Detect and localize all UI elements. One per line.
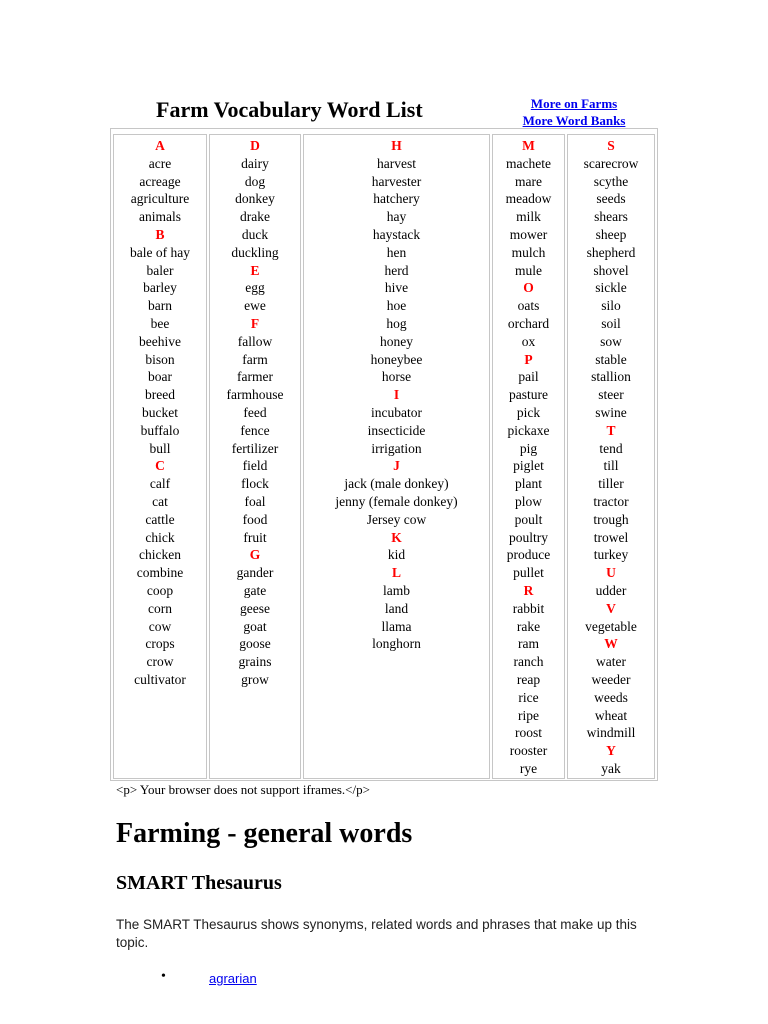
word-item: longhorn bbox=[372, 636, 421, 652]
word-item: egg bbox=[245, 280, 265, 296]
bullet-icon: • bbox=[161, 969, 166, 984]
word-item: harvest bbox=[377, 155, 416, 171]
word-item: fruit bbox=[243, 529, 267, 545]
word-item: mower bbox=[509, 226, 548, 242]
word-item: sow bbox=[600, 333, 622, 349]
word-item: buffalo bbox=[140, 422, 180, 438]
word-item: cow bbox=[148, 618, 172, 634]
related-word-link[interactable]: agrarian bbox=[209, 971, 257, 986]
thesaurus-description: The SMART Thesaurus shows synonyms, related words and phrases that make up this topic. bbox=[116, 917, 637, 950]
letter-heading: F bbox=[250, 315, 260, 331]
word-item: tend bbox=[599, 440, 623, 456]
word-item: gander bbox=[236, 565, 274, 581]
word-item: cultivator bbox=[134, 671, 186, 687]
word-item: grow bbox=[241, 671, 269, 687]
word-item: soil bbox=[601, 315, 621, 331]
word-item: hog bbox=[386, 315, 407, 331]
word-item: donkey bbox=[235, 191, 275, 207]
word-item: pick bbox=[516, 404, 541, 420]
word-item: shovel bbox=[593, 262, 629, 278]
word-item: llama bbox=[381, 618, 412, 634]
word-item: chicken bbox=[139, 547, 181, 563]
section-title: Farming - general words bbox=[116, 818, 413, 849]
word-item: pail bbox=[518, 369, 539, 385]
letter-heading: K bbox=[391, 529, 402, 545]
word-item: jenny (female donkey) bbox=[335, 493, 458, 509]
word-item: oats bbox=[517, 298, 540, 314]
word-item: dairy bbox=[241, 155, 269, 171]
word-item: bison bbox=[145, 351, 175, 367]
letter-heading: H bbox=[391, 138, 402, 153]
letter-heading: D bbox=[250, 138, 260, 153]
word-item: horse bbox=[381, 369, 412, 385]
word-item: roost bbox=[515, 725, 542, 741]
word-item: baler bbox=[146, 262, 174, 278]
word-item: jack (male donkey) bbox=[344, 476, 449, 492]
word-item: rye bbox=[519, 760, 538, 776]
word-item: vegetable bbox=[585, 618, 637, 634]
word-item: dog bbox=[244, 173, 266, 189]
word-item: machete bbox=[506, 155, 551, 171]
word-item: fertilizer bbox=[231, 440, 279, 456]
word-item: meadow bbox=[505, 191, 552, 207]
word-item: hay bbox=[386, 209, 407, 225]
word-item: crops bbox=[145, 636, 175, 652]
word-item: ram bbox=[518, 636, 539, 652]
word-item: coop bbox=[146, 582, 174, 598]
word-item: hoe bbox=[386, 298, 407, 314]
word-item: goose bbox=[239, 636, 271, 652]
word-item: feed bbox=[243, 404, 267, 420]
letter-heading: W bbox=[604, 636, 618, 652]
word-item: produce bbox=[506, 547, 551, 563]
letter-heading: C bbox=[155, 458, 165, 474]
word-item: geese bbox=[240, 600, 270, 616]
word-item: sheep bbox=[595, 226, 627, 242]
word-item: pullet bbox=[513, 565, 544, 581]
word-item: trough bbox=[593, 511, 629, 527]
word-item: harvester bbox=[371, 173, 422, 189]
letter-heading: B bbox=[155, 226, 165, 242]
word-item: farmer bbox=[237, 369, 273, 385]
word-item: Jersey cow bbox=[366, 511, 427, 527]
word-item: bee bbox=[150, 315, 170, 331]
word-item: hive bbox=[384, 280, 409, 296]
letter-heading: O bbox=[523, 280, 534, 296]
word-list-table bbox=[110, 128, 658, 781]
word-item: insecticide bbox=[367, 422, 426, 438]
letter-heading: J bbox=[393, 458, 400, 474]
letter-heading: S bbox=[607, 138, 615, 153]
word-item: grains bbox=[238, 654, 272, 670]
word-column-m-r bbox=[492, 134, 565, 779]
word-item: bucket bbox=[142, 404, 178, 420]
letter-heading: G bbox=[249, 547, 261, 563]
word-item: kid bbox=[387, 547, 406, 563]
word-item: turkey bbox=[593, 547, 629, 563]
word-item: land bbox=[384, 600, 409, 616]
page-title: Farm Vocabulary Word List bbox=[156, 97, 423, 122]
word-item: weeder bbox=[591, 671, 631, 687]
word-item: acreage bbox=[139, 173, 181, 189]
word-item: haystack bbox=[372, 226, 421, 242]
word-column-s-y bbox=[567, 134, 655, 779]
letter-heading: M bbox=[522, 138, 535, 153]
word-item: goat bbox=[243, 618, 267, 634]
word-item: hen bbox=[386, 244, 407, 260]
word-item: mulch bbox=[511, 244, 546, 260]
word-item: drake bbox=[240, 209, 270, 225]
more-word-banks-link[interactable]: More Word Banks bbox=[522, 113, 626, 128]
word-item: scarecrow bbox=[583, 155, 639, 171]
word-item: rake bbox=[516, 618, 541, 634]
word-item: barn bbox=[148, 298, 172, 314]
word-item: crow bbox=[146, 654, 174, 670]
letter-heading: Y bbox=[606, 743, 616, 759]
word-item: flock bbox=[241, 476, 269, 492]
letter-heading: A bbox=[155, 138, 165, 153]
word-item: pasture bbox=[509, 387, 548, 403]
word-column-a-c bbox=[113, 134, 207, 779]
word-item: udder bbox=[595, 582, 627, 598]
word-item: honey bbox=[380, 333, 413, 349]
word-item: swine bbox=[595, 404, 627, 420]
word-item: calf bbox=[149, 476, 171, 492]
word-item: sickle bbox=[595, 280, 627, 296]
word-item: stable bbox=[595, 351, 627, 367]
word-item: bull bbox=[149, 440, 171, 456]
word-item: orchard bbox=[507, 315, 550, 331]
word-item: milk bbox=[516, 209, 541, 225]
word-item: foal bbox=[244, 493, 266, 509]
word-item: steer bbox=[598, 387, 624, 403]
word-item: poult bbox=[514, 511, 543, 527]
iframe-fallback-text: <p> Your browser does not support iframes.</p> bbox=[116, 782, 370, 797]
letter-heading: P bbox=[524, 351, 533, 367]
word-item: farmhouse bbox=[226, 387, 284, 403]
word-item: fence bbox=[240, 422, 270, 438]
letter-heading: R bbox=[523, 582, 534, 598]
word-item: boar bbox=[148, 369, 172, 385]
word-item: combine bbox=[136, 565, 184, 581]
word-item: fallow bbox=[237, 333, 273, 349]
word-item: animals bbox=[139, 209, 181, 225]
word-item: ewe bbox=[244, 298, 266, 314]
word-item: plant bbox=[515, 476, 542, 492]
word-item: hatchery bbox=[373, 191, 420, 207]
word-item: duckling bbox=[231, 244, 279, 260]
word-item: poultry bbox=[509, 529, 548, 545]
word-item: agriculture bbox=[130, 191, 190, 207]
word-item: irrigation bbox=[371, 440, 422, 456]
word-item: silo bbox=[601, 298, 621, 314]
subsection-title: SMART Thesaurus bbox=[116, 872, 282, 894]
word-item: piglet bbox=[513, 458, 544, 474]
word-item: acre bbox=[148, 155, 172, 171]
word-item: stallion bbox=[591, 369, 631, 385]
more-on-farms-link[interactable]: More on Farms bbox=[530, 96, 618, 111]
word-item: honeybee bbox=[370, 351, 423, 367]
word-item: pickaxe bbox=[507, 422, 550, 438]
word-item: water bbox=[596, 654, 626, 670]
word-item: barley bbox=[143, 280, 177, 296]
letter-heading: V bbox=[606, 600, 616, 616]
letter-heading: U bbox=[606, 565, 616, 581]
word-item: food bbox=[242, 511, 268, 527]
word-item: tiller bbox=[598, 476, 624, 492]
word-item: ripe bbox=[518, 707, 539, 723]
word-column-h-l bbox=[303, 134, 490, 779]
word-item: lamb bbox=[383, 582, 410, 598]
letter-heading: I bbox=[393, 387, 400, 403]
word-item: duck bbox=[241, 226, 269, 242]
word-item: rabbit bbox=[512, 600, 545, 616]
word-item: shepherd bbox=[586, 244, 636, 260]
word-item: till bbox=[603, 458, 619, 474]
word-item: ox bbox=[521, 333, 536, 349]
word-item: rice bbox=[518, 689, 539, 705]
word-item: rooster bbox=[509, 743, 548, 759]
word-item: seeds bbox=[596, 191, 626, 207]
word-item: farm bbox=[242, 351, 268, 367]
letter-heading: E bbox=[250, 262, 260, 278]
word-item: tractor bbox=[593, 493, 629, 509]
word-item: chick bbox=[145, 529, 175, 545]
word-item: pig bbox=[519, 440, 538, 456]
word-item: cat bbox=[152, 493, 168, 509]
word-item: wheat bbox=[594, 707, 628, 723]
word-item: shears bbox=[594, 209, 628, 225]
word-item: mare bbox=[515, 173, 542, 189]
word-item: mule bbox=[515, 262, 542, 278]
word-item: yak bbox=[601, 760, 621, 776]
word-item: incubator bbox=[371, 404, 422, 420]
word-item: windmill bbox=[586, 725, 636, 741]
word-item: reap bbox=[516, 671, 541, 687]
word-item: gate bbox=[243, 582, 267, 598]
word-item: ranch bbox=[513, 654, 544, 670]
letter-heading: T bbox=[606, 422, 616, 438]
word-item: bale of hay bbox=[130, 244, 190, 260]
word-item: field bbox=[242, 458, 268, 474]
word-item: breed bbox=[145, 387, 175, 403]
word-item: corn bbox=[148, 600, 172, 616]
word-item: plow bbox=[515, 493, 542, 509]
letter-heading: L bbox=[391, 565, 401, 581]
word-item: scythe bbox=[593, 173, 629, 189]
word-item: trowel bbox=[593, 529, 629, 545]
word-item: herd bbox=[384, 262, 409, 278]
header-links bbox=[511, 95, 637, 129]
word-item: beehive bbox=[139, 333, 181, 349]
word-item: weeds bbox=[594, 689, 628, 705]
word-item: cattle bbox=[145, 511, 175, 527]
word-column-d-g bbox=[209, 134, 301, 779]
